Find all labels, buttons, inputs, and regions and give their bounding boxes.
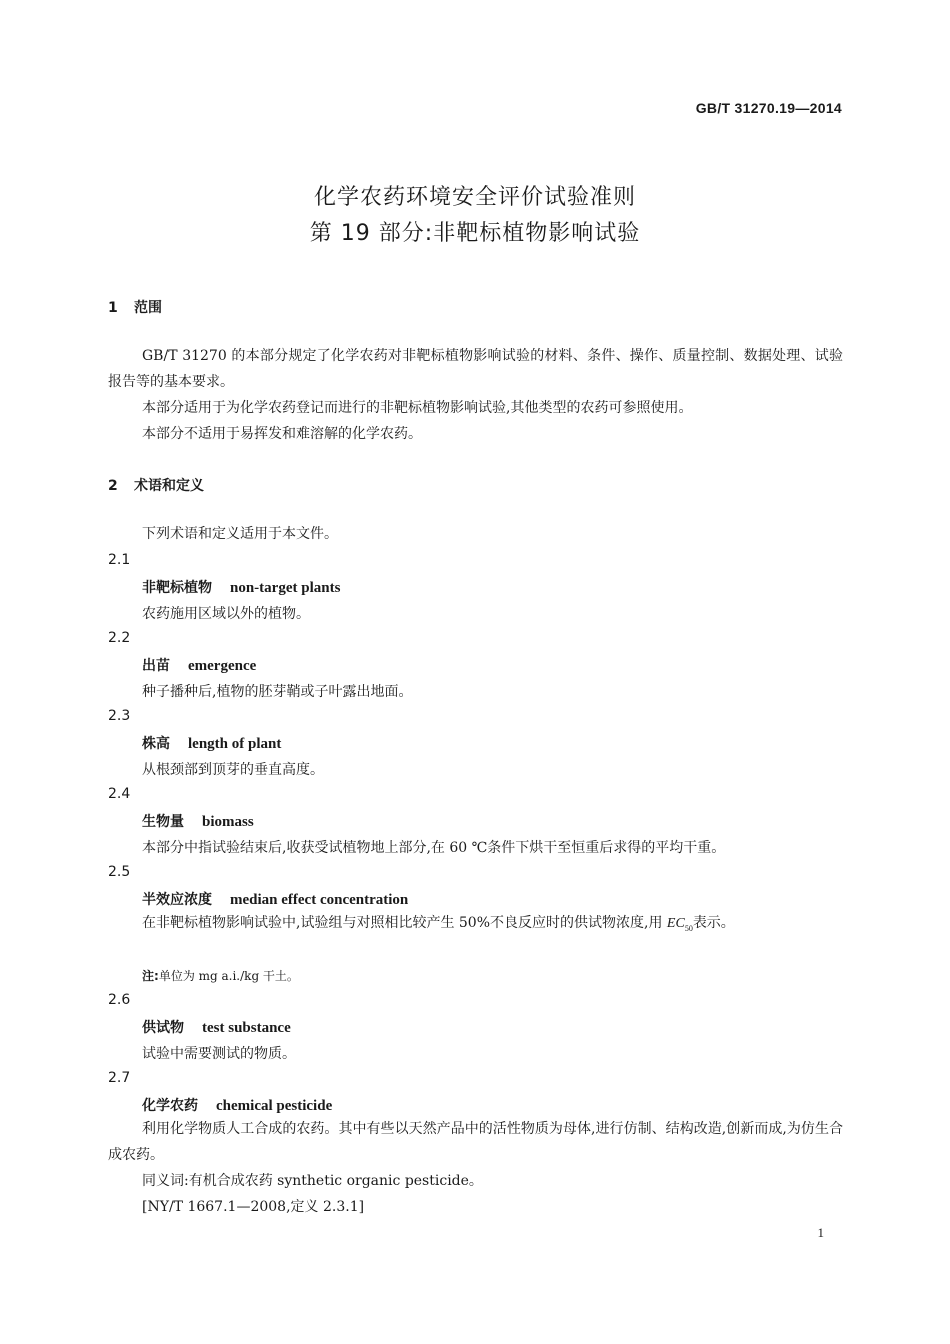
document-title-line1: 化学农药环境安全评价试验准则 xyxy=(313,185,636,210)
term-chinese: 半效应浓度 xyxy=(142,892,212,908)
term-definition: 从根颈部到顶芽的垂直高度。 xyxy=(142,762,324,778)
note-text: 单位为 mg a.i./kg 干土。 xyxy=(158,969,299,983)
section-2-intro: 下列术语和定义适用于本文件。 xyxy=(142,526,338,542)
symbol-subscript: 50 xyxy=(684,923,693,933)
term-heading xyxy=(142,811,254,831)
document-title-line2: 第 19 部分:非靶标植物影响试验 xyxy=(309,221,641,246)
term-chinese: 株高 xyxy=(142,736,170,752)
term-chinese: 供试物 xyxy=(142,1020,184,1036)
ec50-symbol xyxy=(667,916,693,931)
term-index: 2.3 xyxy=(108,708,131,724)
section-2-heading xyxy=(108,475,204,495)
section-number: 2 xyxy=(108,478,118,494)
term-definition xyxy=(108,910,843,942)
term-english: non-target plants xyxy=(230,580,341,596)
definition-text: 在非靶标植物影响试验中,试验组与对照相比较产生 50%不良反应时的供试物浓度,用 xyxy=(142,915,663,931)
term-heading xyxy=(142,1095,332,1115)
term-index: 2.4 xyxy=(108,786,131,802)
term-note xyxy=(142,967,299,984)
term-english: biomass xyxy=(202,814,254,830)
section-1-heading xyxy=(108,297,162,317)
definition-tail: 表示。 xyxy=(692,915,735,931)
term-english: median effect concentration xyxy=(230,892,409,908)
term-heading xyxy=(142,655,256,675)
term-heading xyxy=(142,577,340,597)
term-english: chemical pesticide xyxy=(216,1098,333,1114)
term-index: 2.6 xyxy=(108,992,131,1008)
section-number: 1 xyxy=(108,300,118,316)
term-english: test substance xyxy=(202,1020,291,1036)
page-number: 1 xyxy=(817,1225,824,1240)
section-title: 范围 xyxy=(134,300,162,316)
term-heading xyxy=(142,889,408,909)
term-chinese: 非靶标植物 xyxy=(142,580,212,596)
symbol-text: EC xyxy=(666,916,685,931)
term-source: [NY/T 1667.1—2008,定义 2.3.1] xyxy=(142,1199,365,1215)
term-definition: 试验中需要测试的物质。 xyxy=(142,1046,296,1062)
term-index: 2.5 xyxy=(108,864,131,880)
term-definition: 种子播种后,植物的胚芽鞘或子叶露出地面。 xyxy=(142,684,413,700)
section-1-paragraph-2: 本部分适用于为化学农药登记而进行的非靶标植物影响试验,其他类型的农药可参照使用。 xyxy=(142,400,693,416)
term-index: 2.2 xyxy=(108,630,131,646)
term-definition: 本部分中指试验结束后,收获受试植物地上部分,在 60 ℃条件下烘干至恒重后求得的平均干重。 xyxy=(142,840,726,856)
term-chinese: 生物量 xyxy=(142,814,184,830)
note-label: 注: xyxy=(142,969,159,983)
term-index: 2.1 xyxy=(108,552,131,568)
term-definition: 农药施用区域以外的植物。 xyxy=(142,606,310,622)
section-1-paragraph-1: GB/T 31270 的本部分规定了化学农药对非靶标植物影响试验的材料、条件、操作、质量控制、数据处理、试验报告等的基本要求。 xyxy=(108,348,843,390)
term-index: 2.7 xyxy=(108,1070,131,1086)
term-english: emergence xyxy=(188,658,257,674)
term-heading xyxy=(142,1017,291,1037)
term-chinese: 出苗 xyxy=(142,658,170,674)
section-title: 术语和定义 xyxy=(134,478,204,494)
standard-code: GB/T 31270.19—2014 xyxy=(695,100,842,116)
section-1-paragraph-3: 本部分不适用于易挥发和难溶解的化学农药。 xyxy=(142,426,422,442)
term-english: length of plant xyxy=(188,736,282,752)
term-synonym: 同义词:有机合成农药 synthetic organic pesticide。 xyxy=(142,1173,483,1189)
term-chinese: 化学农药 xyxy=(142,1098,198,1114)
term-heading xyxy=(142,733,281,753)
term-definition: 利用化学物质人工合成的农药。其中有些以天然产品中的活性物质为母体,进行仿制、结构改造,创新而成,为仿生合成农药。 xyxy=(108,1121,843,1163)
